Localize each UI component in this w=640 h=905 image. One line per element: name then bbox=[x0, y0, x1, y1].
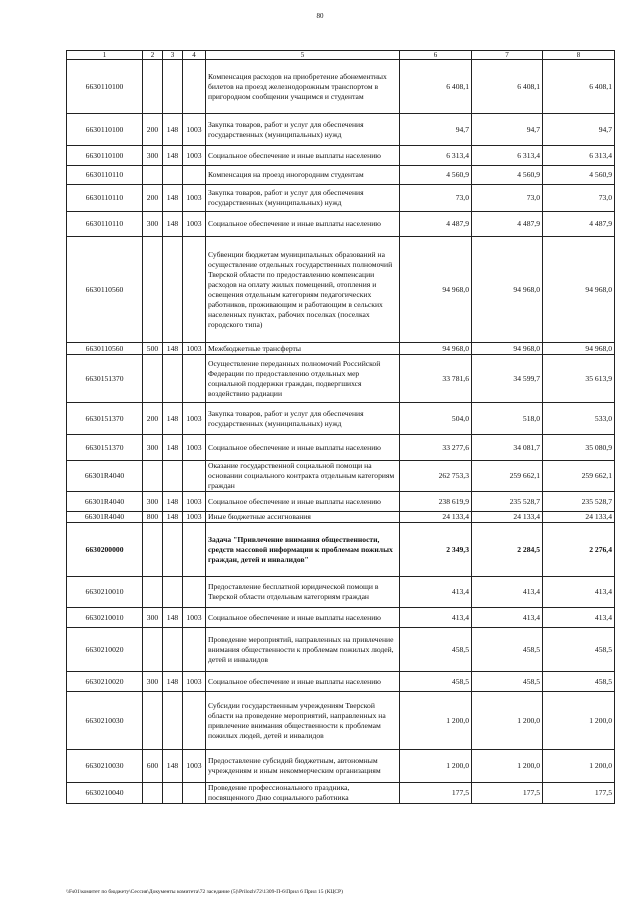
amount-year2-cell: 94,7 bbox=[472, 114, 543, 146]
amount-year3-cell: 458,5 bbox=[543, 628, 615, 672]
amount-year2-cell: 458,5 bbox=[472, 672, 543, 692]
amount-year3-cell: 177,5 bbox=[543, 783, 615, 804]
amount-year1-cell: 1 200,0 bbox=[400, 750, 472, 783]
table-row bbox=[67, 343, 615, 355]
amount-year2-cell: 24 133,4 bbox=[472, 512, 543, 523]
target-code-cell: 6630210010 bbox=[67, 577, 143, 608]
budget-table bbox=[66, 50, 615, 804]
admin-code-cell: 148 bbox=[163, 146, 183, 166]
expense-type-cell: 300 bbox=[143, 435, 163, 461]
table-row bbox=[67, 523, 615, 577]
admin-code-cell: 148 bbox=[163, 512, 183, 523]
target-code-cell: 6630210040 bbox=[67, 783, 143, 804]
admin-code-cell bbox=[163, 237, 183, 343]
amount-year3-cell: 4 487,9 bbox=[543, 212, 615, 237]
admin-code-cell: 148 bbox=[163, 672, 183, 692]
amount-year3-cell: 1 200,0 bbox=[543, 750, 615, 783]
section-cell bbox=[183, 355, 206, 403]
table-row bbox=[67, 783, 615, 804]
amount-year1-cell: 2 349,3 bbox=[400, 523, 472, 577]
section-cell: 1003 bbox=[183, 672, 206, 692]
section-cell: 1003 bbox=[183, 608, 206, 628]
column-number-8: 8 bbox=[543, 51, 615, 60]
amount-year1-cell: 4 487,9 bbox=[400, 212, 472, 237]
expense-type-cell: 300 bbox=[143, 672, 163, 692]
item-name-cell: Закупка товаров, работ и услуг для обеспечения государственных (муниципальных) нужд bbox=[206, 114, 400, 146]
target-code-cell: 6630200000 bbox=[67, 523, 143, 577]
item-name-cell: Проведение мероприятий, направленных на привлечение внимания общественности к проблемам пожилых людей, детей и инвалидов bbox=[206, 628, 400, 672]
item-name-cell: Оказание государственной социальной помощи на основании социального контракта отдельным категориям граждан bbox=[206, 461, 400, 492]
table-row bbox=[67, 608, 615, 628]
item-name-cell: Предоставление бесплатной юридической помощи в Тверской области отдельным категориям граждан bbox=[206, 577, 400, 608]
amount-year2-cell: 458,5 bbox=[472, 628, 543, 672]
item-name-cell: Субвенции бюджетам муниципальных образований на осуществление отдельных государственных полномочий Тверской области по предоставлению компенсации расходов на оплату жилых помещений, отопления и освещения отдельным категориям педагогических работников, проживающим и работающим в сельских населенных пунктах, рабочих поселках (поселках городского типа) bbox=[206, 237, 400, 343]
item-name-cell: Социальное обеспечение и иные выплаты населению bbox=[206, 608, 400, 628]
amount-year2-cell: 1 200,0 bbox=[472, 692, 543, 750]
target-code-cell: 6630110560 bbox=[67, 237, 143, 343]
item-name-cell: Социальное обеспечение и иные выплаты населению bbox=[206, 492, 400, 512]
table-row bbox=[67, 672, 615, 692]
table-row bbox=[67, 237, 615, 343]
amount-year2-cell: 6 313,4 bbox=[472, 146, 543, 166]
amount-year1-cell: 94,7 bbox=[400, 114, 472, 146]
item-name-cell: Социальное обеспечение и иные выплаты населению bbox=[206, 672, 400, 692]
expense-type-cell bbox=[143, 461, 163, 492]
admin-code-cell bbox=[163, 461, 183, 492]
amount-year2-cell: 235 528,7 bbox=[472, 492, 543, 512]
amount-year1-cell: 33 781,6 bbox=[400, 355, 472, 403]
amount-year3-cell: 6 408,1 bbox=[543, 60, 615, 114]
amount-year3-cell: 4 560,9 bbox=[543, 166, 615, 185]
amount-year1-cell: 238 619,9 bbox=[400, 492, 472, 512]
section-cell bbox=[183, 60, 206, 114]
amount-year3-cell: 1 200,0 bbox=[543, 692, 615, 750]
item-name-cell: Субсидии государственным учреждениям Тверской области на проведение мероприятий, направленных на привлечение внимания общественности к проблемам пожилых людей, детей и инвалидов bbox=[206, 692, 400, 750]
amount-year1-cell: 504,0 bbox=[400, 403, 472, 435]
item-name-cell: Компенсация на проезд иногородним студентам bbox=[206, 166, 400, 185]
section-cell: 1003 bbox=[183, 146, 206, 166]
admin-code-cell: 148 bbox=[163, 185, 183, 212]
target-code-cell: 6630151370 bbox=[67, 403, 143, 435]
amount-year1-cell: 458,5 bbox=[400, 628, 472, 672]
target-code-cell: 6630210030 bbox=[67, 750, 143, 783]
target-code-cell: 66301R4040 bbox=[67, 512, 143, 523]
item-name-cell: Социальное обеспечение и иные выплаты населению bbox=[206, 435, 400, 461]
admin-code-cell: 148 bbox=[163, 435, 183, 461]
admin-code-cell bbox=[163, 60, 183, 114]
expense-type-cell bbox=[143, 355, 163, 403]
item-name-cell: Иные бюджетные ассигнования bbox=[206, 512, 400, 523]
amount-year2-cell: 4 560,9 bbox=[472, 166, 543, 185]
amount-year1-cell: 413,4 bbox=[400, 608, 472, 628]
amount-year1-cell: 177,5 bbox=[400, 783, 472, 804]
item-name-cell: Проведение профессионального праздника, посвященного Дню социального работника bbox=[206, 783, 400, 804]
section-cell bbox=[183, 461, 206, 492]
admin-code-cell: 148 bbox=[163, 750, 183, 783]
amount-year3-cell: 413,4 bbox=[543, 577, 615, 608]
table-row bbox=[67, 212, 615, 237]
expense-type-cell bbox=[143, 523, 163, 577]
table-row bbox=[67, 492, 615, 512]
section-cell bbox=[183, 237, 206, 343]
page-number: 80 bbox=[316, 12, 324, 20]
table-row bbox=[67, 512, 615, 523]
expense-type-cell bbox=[143, 237, 163, 343]
amount-year3-cell: 235 528,7 bbox=[543, 492, 615, 512]
amount-year3-cell: 533,0 bbox=[543, 403, 615, 435]
section-cell bbox=[183, 523, 206, 577]
amount-year3-cell: 24 133,4 bbox=[543, 512, 615, 523]
target-code-cell: 6630110110 bbox=[67, 185, 143, 212]
amount-year2-cell: 413,4 bbox=[472, 608, 543, 628]
section-cell bbox=[183, 166, 206, 185]
table-row bbox=[67, 461, 615, 492]
amount-year2-cell: 73,0 bbox=[472, 185, 543, 212]
admin-code-cell bbox=[163, 692, 183, 750]
table-row bbox=[67, 628, 615, 672]
amount-year3-cell: 35 080,9 bbox=[543, 435, 615, 461]
amount-year1-cell: 6 313,4 bbox=[400, 146, 472, 166]
expense-type-cell bbox=[143, 60, 163, 114]
admin-code-cell bbox=[163, 577, 183, 608]
item-name-cell: Задача "Привлечение внимания общественности, средств массовой информации к проблемам пожилых граждан, детей и инвалидов" bbox=[206, 523, 400, 577]
table-row bbox=[67, 435, 615, 461]
item-name-cell: Социальное обеспечение и иные выплаты населению bbox=[206, 212, 400, 237]
amount-year2-cell: 413,4 bbox=[472, 577, 543, 608]
section-cell bbox=[183, 692, 206, 750]
amount-year1-cell: 4 560,9 bbox=[400, 166, 472, 185]
amount-year3-cell: 94 968,0 bbox=[543, 343, 615, 355]
file-path-footer: \\Fs01\комитет по бюджету\Сессия\Документы комитета\72 заседание (5)\Prilozh\72\1309-П-6\Прил 6 Прил 15 (КЦСР) bbox=[66, 889, 343, 895]
target-code-cell: 6630110100 bbox=[67, 60, 143, 114]
amount-year1-cell: 458,5 bbox=[400, 672, 472, 692]
amount-year1-cell: 94 968,0 bbox=[400, 237, 472, 343]
table-row bbox=[67, 403, 615, 435]
amount-year1-cell: 33 277,6 bbox=[400, 435, 472, 461]
expense-type-cell bbox=[143, 692, 163, 750]
table-row bbox=[67, 166, 615, 185]
item-name-cell: Предоставление субсидий бюджетным, автономным учреждениям и иным некоммерческим организациям bbox=[206, 750, 400, 783]
admin-code-cell: 148 bbox=[163, 114, 183, 146]
target-code-cell: 6630110560 bbox=[67, 343, 143, 355]
section-cell: 1003 bbox=[183, 114, 206, 146]
admin-code-cell: 148 bbox=[163, 608, 183, 628]
target-code-cell: 6630110110 bbox=[67, 166, 143, 185]
section-cell bbox=[183, 783, 206, 804]
admin-code-cell: 148 bbox=[163, 343, 183, 355]
expense-type-cell: 300 bbox=[143, 608, 163, 628]
admin-code-cell bbox=[163, 628, 183, 672]
expense-type-cell: 200 bbox=[143, 403, 163, 435]
column-number-6: 6 bbox=[400, 51, 472, 60]
amount-year2-cell: 518,0 bbox=[472, 403, 543, 435]
column-number-5: 5 bbox=[206, 51, 400, 60]
amount-year1-cell: 262 753,3 bbox=[400, 461, 472, 492]
table-row bbox=[67, 750, 615, 783]
column-number-2: 2 bbox=[143, 51, 163, 60]
expense-type-cell bbox=[143, 166, 163, 185]
admin-code-cell bbox=[163, 523, 183, 577]
column-number-4: 4 bbox=[183, 51, 206, 60]
table-row bbox=[67, 692, 615, 750]
column-number-row bbox=[67, 51, 615, 60]
expense-type-cell: 300 bbox=[143, 492, 163, 512]
expense-type-cell: 200 bbox=[143, 114, 163, 146]
target-code-cell: 66301R4040 bbox=[67, 461, 143, 492]
target-code-cell: 6630151370 bbox=[67, 435, 143, 461]
column-number-3: 3 bbox=[163, 51, 183, 60]
section-cell: 1003 bbox=[183, 212, 206, 237]
amount-year3-cell: 413,4 bbox=[543, 608, 615, 628]
expense-type-cell bbox=[143, 577, 163, 608]
column-number-7: 7 bbox=[472, 51, 543, 60]
section-cell: 1003 bbox=[183, 185, 206, 212]
table-row bbox=[67, 355, 615, 403]
expense-type-cell bbox=[143, 628, 163, 672]
amount-year3-cell: 73,0 bbox=[543, 185, 615, 212]
expense-type-cell bbox=[143, 783, 163, 804]
target-code-cell: 6630210010 bbox=[67, 608, 143, 628]
admin-code-cell: 148 bbox=[163, 212, 183, 237]
amount-year2-cell: 2 284,5 bbox=[472, 523, 543, 577]
table-row bbox=[67, 146, 615, 166]
item-name-cell: Закупка товаров, работ и услуг для обеспечения государственных (муниципальных) нужд bbox=[206, 185, 400, 212]
table-row bbox=[67, 114, 615, 146]
target-code-cell: 6630110100 bbox=[67, 114, 143, 146]
amount-year1-cell: 413,4 bbox=[400, 577, 472, 608]
admin-code-cell bbox=[163, 355, 183, 403]
target-code-cell: 6630210030 bbox=[67, 692, 143, 750]
amount-year3-cell: 458,5 bbox=[543, 672, 615, 692]
section-cell bbox=[183, 628, 206, 672]
item-name-cell: Социальное обеспечение и иные выплаты населению bbox=[206, 146, 400, 166]
amount-year2-cell: 94 968,0 bbox=[472, 237, 543, 343]
amount-year1-cell: 6 408,1 bbox=[400, 60, 472, 114]
item-name-cell: Межбюджетные трансферты bbox=[206, 343, 400, 355]
amount-year2-cell: 6 408,1 bbox=[472, 60, 543, 114]
admin-code-cell: 148 bbox=[163, 403, 183, 435]
amount-year1-cell: 73,0 bbox=[400, 185, 472, 212]
amount-year2-cell: 177,5 bbox=[472, 783, 543, 804]
amount-year1-cell: 24 133,4 bbox=[400, 512, 472, 523]
amount-year3-cell: 6 313,4 bbox=[543, 146, 615, 166]
amount-year1-cell: 94 968,0 bbox=[400, 343, 472, 355]
target-code-cell: 6630151370 bbox=[67, 355, 143, 403]
column-number-1: 1 bbox=[67, 51, 143, 60]
table-row bbox=[67, 577, 615, 608]
amount-year2-cell: 34 599,7 bbox=[472, 355, 543, 403]
expense-type-cell: 200 bbox=[143, 185, 163, 212]
section-cell: 1003 bbox=[183, 750, 206, 783]
section-cell: 1003 bbox=[183, 435, 206, 461]
amount-year1-cell: 1 200,0 bbox=[400, 692, 472, 750]
target-code-cell: 6630210020 bbox=[67, 628, 143, 672]
section-cell: 1003 bbox=[183, 403, 206, 435]
amount-year2-cell: 34 081,7 bbox=[472, 435, 543, 461]
expense-type-cell: 600 bbox=[143, 750, 163, 783]
admin-code-cell bbox=[163, 166, 183, 185]
amount-year3-cell: 259 662,1 bbox=[543, 461, 615, 492]
item-name-cell: Закупка товаров, работ и услуг для обеспечения государственных (муниципальных) нужд bbox=[206, 403, 400, 435]
section-cell: 1003 bbox=[183, 343, 206, 355]
expense-type-cell: 500 bbox=[143, 343, 163, 355]
admin-code-cell: 148 bbox=[163, 492, 183, 512]
expense-type-cell: 300 bbox=[143, 212, 163, 237]
amount-year2-cell: 94 968,0 bbox=[472, 343, 543, 355]
admin-code-cell bbox=[163, 783, 183, 804]
item-name-cell: Компенсация расходов на приобретение абонементных билетов на проезд железнодорожным транспортом в пригородном сообщении учащимся и студентам bbox=[206, 60, 400, 114]
expense-type-cell: 800 bbox=[143, 512, 163, 523]
target-code-cell: 6630210020 bbox=[67, 672, 143, 692]
target-code-cell: 66301R4040 bbox=[67, 492, 143, 512]
target-code-cell: 6630110110 bbox=[67, 212, 143, 237]
amount-year2-cell: 4 487,9 bbox=[472, 212, 543, 237]
section-cell: 1003 bbox=[183, 492, 206, 512]
amount-year2-cell: 259 662,1 bbox=[472, 461, 543, 492]
target-code-cell: 6630110100 bbox=[67, 146, 143, 166]
table-row bbox=[67, 60, 615, 114]
table-row bbox=[67, 185, 615, 212]
item-name-cell: Осуществление переданных полномочий Российской Федерации по предоставлению отдельных мер социальной поддержки граждан, подвергшихся воздействию радиации bbox=[206, 355, 400, 403]
section-cell: 1003 bbox=[183, 512, 206, 523]
amount-year2-cell: 1 200,0 bbox=[472, 750, 543, 783]
amount-year3-cell: 2 276,4 bbox=[543, 523, 615, 577]
amount-year3-cell: 35 613,9 bbox=[543, 355, 615, 403]
amount-year3-cell: 94,7 bbox=[543, 114, 615, 146]
amount-year3-cell: 94 968,0 bbox=[543, 237, 615, 343]
section-cell bbox=[183, 577, 206, 608]
expense-type-cell: 300 bbox=[143, 146, 163, 166]
